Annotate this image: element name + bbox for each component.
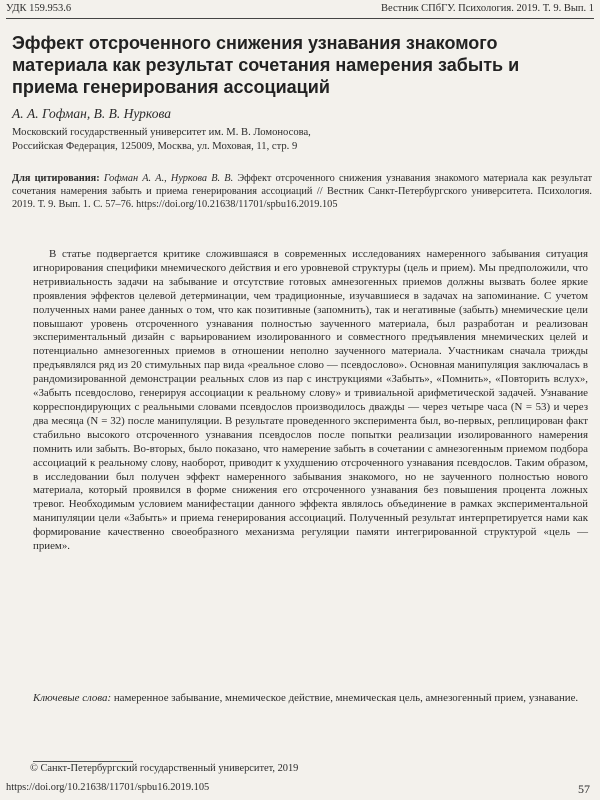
page-footer [6,782,590,797]
abstract: В статье подвергается критике сложившаяся в современных исследованиях намеренного забывания ситуация игнорирования специфики мнемического действия и его уровневой структуры (цель и прием). Мы предположили, что нетривиальность задачи на забывание и отсутствие готовых амнезогенных приемов должны вызвать более яркие проявления эффектов целевой детерминации, чем традиционные, изучавшиеся в задачах на запоминание. С учетом полученных нами ранее данных о том, что как позитивные (запомнить), так и негативные (забыть) мнемические цели повышают уровень отсроченного узнавания полностью заученного материала, был разработан и реализован экспериментальный дизайн с варьированием изолированного и совместного предъявления мнемических целей и потенциально амнезогенных приемов в отношении неполно заученного материала. Участникам сначала трижды предъявлялся ряд из 20 стимульных пар вида «реальное слово — псевдослово». Основная манипуляция заключалась в рандомизированной демонстрации реальных слов из пар с инструкциями «Забыть», «Помнить», «Повторить вслух», «Забыть псевдослово, генерируя ассоциации к реальному слову» и тривиальной арифметической задачей. Узнавание корреспондирующих с реальными словами псевдослов производилось дважды — через четыре часа (N = 53) и через два месяца (N = 32) после манипуляции. В результате проведенного эксперимента был, во-первых, реплицирован факт стабильно высокого отсроченного узнавания псевдослов после попытки реализации изолированного намерения помнить или забыть. Во-вторых, было показано, что намерение забыть в сочетании с амнезогенным приемом подбора ассоциаций к реальному слову, наоборот, приводит к ухудшению отсроченного узнавания псевдослов. Таким образом, в исследовании был получен эффект намеренного забывания знакомого, но не заученного полностью нового материала, который проявился в форме снижения его отсроченного узнавания без повышения процента ложных тревог. Необходимым условием манифестации данного эффекта являлось объединение в рамках экспериментальной манипуляции цели «Забыть» и приема генерирования ассоциаций. Полученный результат интерпретируется нами как формирование качественно своеобразного механизма регуляции памяти интегрированной структурой «цель — прием». [33,248,588,553]
copyright-notice: © Санкт-Петербургский государственный университет, 2019 [30,763,299,774]
citation-text: Эффект отсроченного снижения узнавания знакомого материала как результат сочетания намерения забыть и приема генерирования ассоциаций // Вестник Санкт-Петербургского университета. Психология. 2019. Т. 9. Вып. 1. С. 57–76. https://doi.org/10.21638/11701/spbu16.2019.105 [12,173,593,211]
journal-reference: Вестник СПбГУ. Психология. 2019. Т. 9. Вып. 1 [381,3,594,14]
udc-code: УДК 159.953.6 [6,3,72,14]
keywords-label: Ключевые слова: [33,692,112,704]
authors: А. А. Гофман, В. В. Нуркова [12,106,171,121]
header-rule [6,18,594,19]
footer-doi: https://doi.org/10.21638/11701/spbu16.2019.105 [6,782,210,793]
citation-authors: Гофман А. А., Нуркова В. В. [103,173,234,184]
keywords [33,692,588,706]
running-header [6,3,594,17]
affiliation [12,126,412,154]
page-number: 57 [578,782,590,796]
keywords-text: намеренное забывание, мнемическое действие, мнемическая цель, амнезогенный прием, узнавание. [113,692,579,704]
footnote-rule [33,761,133,762]
citation-block [12,172,592,212]
affiliation-line-1: Московский государственный университет им. М. В. Ломоносова, [12,127,311,138]
affiliation-line-2: Российская Федерация, 125009, Москва, ул. Моховая, 11, стр. 9 [12,141,298,152]
citation-label: Для цитирования: [12,173,100,184]
article-title: Эффект отсроченного снижения узнавания знакомого материала как результат сочетания намерения забыть и приема генерирования ассоциаций [12,33,520,97]
